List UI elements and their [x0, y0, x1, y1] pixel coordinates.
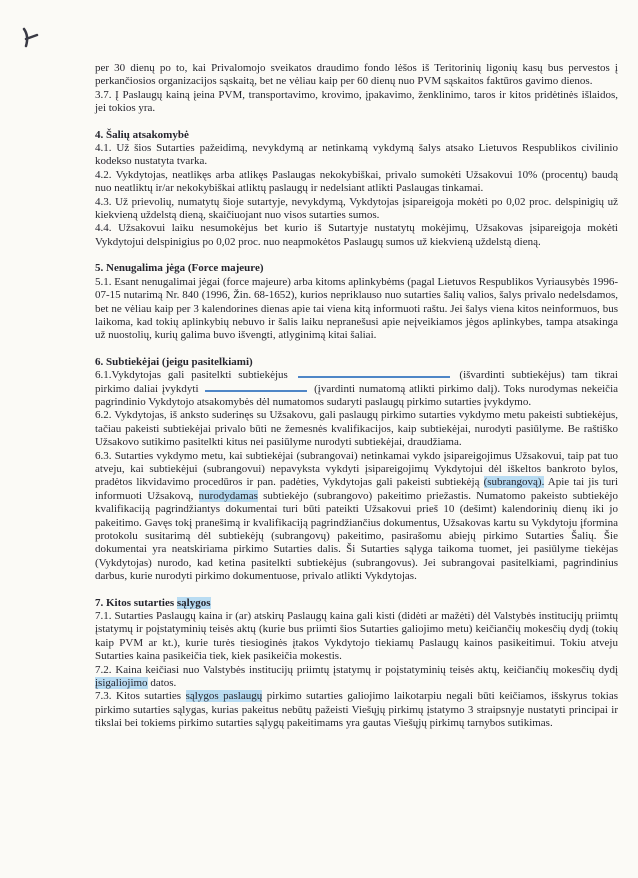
paragraph-3-7: 3.7. Į Paslaugų kainą įeina PVM, transportavimo, krovimo, įpakavimo, ženklinimo, taros ir kitos pridėtinės išlaidos, jei tokios yra. — [95, 88, 618, 115]
blank-fill-line — [205, 384, 307, 392]
text-segment: 7.3. Kitos sutarties — [95, 690, 186, 703]
text-segment: subtiekėjo (subrangovo) pakeitimo priežastis. Numatomo pakeisto subtiekėjo kvalifikaciją pagrindžiantys dokumentai turi būti pateikti Užsakovui prieš 10 (dešimt) kalendorinių dienų iki jo pakeitimo. Gavęs tokį pranešimą ir kvalifikaciją pagrindžiančius dokumentus, Užsakovas kartu su Vykdytoju įformina protokolu susitarimą dėl subtiekėjų (subrangovų) pakeitimo, pasirašomu abiejų pirkimo Sutarties Šalių. Šie dokumentai yra neatskiriama pirkimo Sutarties dalis. Ši Sutarties sąlyga taikoma tuomet, jei pasiūlyme tiekėjas (Vykdytojas) nurodo, kad ketina pasitelkti subtiekėjus (subrangovus). Jei subrangovai pasitelkiami, pagrindinius darbus, kurie nurodyti pirkimo dokumentuose, privalo atlikti Vykdytojas. — [95, 489, 618, 583]
paragraph-4-2: 4.2. Vykdytojas, neatlikęs arba atlikęs Paslaugas nekokybiškai, privalo sumokėti Užsakovui 10% (procentų) baudą nuo neatliktų ir/ar nekokybiškai atliktų paslaugų ir nedelsiant atlikti Paslaugas tinkamai. — [95, 168, 618, 195]
highlighted-text: sąlygos — [176, 596, 211, 609]
text-segment: (įvardinti numatomą atlikti pirkimo dalį). Toks nurodymas nekeičia pagrindinio Vykdytojo atsakomybės dėl numatomos sudaryti paslaugų pirkimo sutarties įvykdymo. — [95, 382, 619, 408]
highlighted-text: įsigaliojimo — [95, 677, 148, 690]
paragraph-5-1: 5.1. Esant nenugalimai jėgai (force majeure) arba kitoms aplinkybėms (pagal Lietuvos Respublikos Vyriausybės 1996-07-15 nutarimą Nr. 840 (1996, Žin. 68-1652), kurios nepriklauso nuo sutarties šalių valios, šalys privalo nedelsdamos, bet ne vėliau kaip per 3 kalendorines dienas apie tai viena kitą informuoti raštu. Jei šalys viena kitos neinformuos, bus laikoma, kad tokių aplinkybių nebuvo ir šalis laiku nepranešusi apie neįveikiamos jėgos aplinkybes, tampa atsakinga už nuostolių, kurių galima buvo išvengti, atlyginimą kitai šaliai. — [95, 275, 618, 342]
paragraph-7-1: 7.1. Sutarties Paslaugų kaina ir (ar) atskirų Paslaugų kaina gali kisti (didėti ar mažėti) dėl Valstybės institucijų priimtų įstatymų ir poįstatyminių teisės aktų (kurie bus priimti šios Sutarties galiojimo metu) keičiančių mokesčių dydį (tokių kaip PVM ar kt.), kurie turės tiesioginės įtakos Vykdytojo tiekiamų Paslaugų kainos pasikeitimui. Tokiu atveju Sutarties kaina pasikeičia tiek, kiek pasikeičia mokestis. — [95, 610, 618, 663]
highlighted-text: nurodydamas — [198, 489, 258, 502]
paragraph-6-1 — [95, 369, 618, 409]
highlighted-text: sąlygos paslaugų — [185, 690, 263, 703]
pen-mark-stroke — [24, 29, 37, 46]
paragraph-payment-continuation: per 30 dienų po to, kai Privalomojo sveikatos draudimo fondo lėšos iš Teritorinių ligonių kasų bus pervestos į perkančiosios organizacijos sąskaitą, bet ne vėliau kaip per 60 dienų nuo PVM sąskaitos faktūros gavimo dienos. — [95, 62, 618, 88]
paragraph-6-2: 6.2. Vykdytojas, iš anksto suderinęs su Užsakovu, gali paslaugų pirkimo sutarties vykdymo metu pakeisti subtiekėjus, tačiau pakeisti subtiekėjai privalo būti ne žemesnės kvalifikacijos, kaip subtiekėjai, nurodyti pasiūlyme. Be raštiško Užsakovo sutikimo pasitelkti kitus nei pasiūlyme nurodyti subtiekėjai, draudžiama. — [95, 409, 618, 449]
text-segment: 7. Kitos sutarties — [95, 596, 177, 609]
paragraph-4-1: 4.1. Už šios Sutarties pažeidimą, nevykdymą ar netinkamą vykdymą šalys atsako Lietuvos Respublikos civilinio kodekso nustatyta tvarka. — [95, 142, 618, 168]
paragraph-6-3 — [95, 450, 618, 584]
text-segment: 6.3. Sutarties vykdymo metu, kai subtiekėjai (subrangovai) netinkamai vykdo įsipareigojimus Užsakovui, taip pat tuo atveju, kai subtiekėjui (subrangovui) nepavyksta vykdyti įsipareigojimų Vykdytojui dėl iškeltos bankroto bylos, pradėtos likvidavimo procedūros ir pan. padėties, Vykdytojas gali pakeisti subtiekėją — [95, 449, 618, 489]
blank-fill-line — [298, 370, 450, 378]
text-segment: pirkimo sutarties galiojimo laikotarpiu negali būti keičiamos, išskyrus tokias pirkimo sutarties sąlygas, kurias pakeitus nebūtų pažeisti Viešųjų pirkimų įstatymo 3 straipsnyje nustatyti principai ir tikslai bei tokiems pirkimo sutarties sąlygų pakeitimams yra gautas Viešųjų pirkimų tarnybos sutikimas. — [95, 690, 618, 730]
text-segment: (išvardinti subtiekėjus) tam tikrai pirkimo daliai įvykdyti — [95, 369, 618, 395]
paragraph-7-2 — [95, 664, 618, 691]
section-4-heading: 4. Šalių atsakomybė — [95, 128, 189, 141]
highlighted-text: (subrangovą). — [483, 476, 545, 489]
paragraph-4-4: 4.4. Užsakovui laiku nesumokėjus bet kurio iš Sutartyje nustatytų mokėjimų, Užsakovas įsipareigoja mokėti Vykdytojui delspinigius po 0,02 proc. nuo neapmokėtos Paslaugų sumos už kiekvieną uždelstą dieną. — [95, 222, 618, 248]
text-segment: 6.1.Vykdytojas gali pasitelkti subtiekėjus — [95, 369, 295, 382]
section-6-heading: 6. Subtiekėjai (jeigu pasitelkiami) — [95, 355, 253, 368]
paragraph-4-3: 4.3. Už prievolių, numatytų šioje sutartyje, nevykdymą, Vykdytojas įsipareigoja mokėti po 0,02 proc. delspinigių už kiekvieną uždelstą dieną, skaičiuojant nuo visos sutarties sumos. — [95, 195, 618, 222]
document-content — [95, 62, 618, 731]
pen-mark-icon — [20, 26, 42, 50]
text-segment: 7.2. Kaina keičiasi nuo Valstybės institucijų priimtų įstatymų ir poįstatyminių teisės aktų, keičiančių mokesčių dydį — [95, 663, 618, 676]
section-7-heading — [95, 597, 618, 610]
text-segment: Apie tai jis turi informuoti Užsakovą, — [95, 476, 618, 502]
section-5-heading: 5. Nenugalima jėga (Force majeure) — [95, 262, 264, 275]
text-segment: datos. — [147, 677, 177, 690]
paragraph-7-3 — [95, 690, 618, 730]
